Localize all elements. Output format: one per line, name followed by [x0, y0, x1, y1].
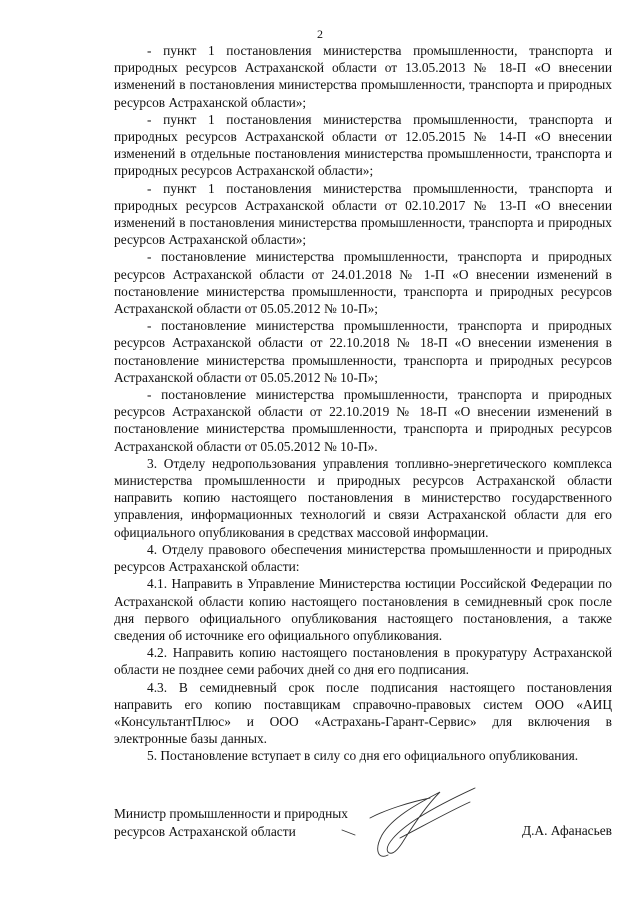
paragraph: 4.1. Направить в Управление Министерства юстиции Российской Федерации по Астраханской области копию настоящего постановления в семидневный срок после дня первого официального опубликования настоящего постановления, а также сведения об источнике его официального опубликования. [114, 576, 612, 643]
signatory-title-line: Министр промышленности и природных [114, 806, 349, 821]
paragraph: - пункт 1 постановления министерства промышленности, транспорта и природных ресурсов Астраханской области от 02.10.2017 № 13-П «О внесении изменений в постановления министерства промышленности, транспорта и природных ресурсов Астраханской области»; [114, 180, 612, 248]
paragraph: 3. Отделу недропользования управления топливно-энергетического комплекса министерства промышленности и природных ресурсов Астраханской области направить копию настоящего постановления в министерство государственного управления, информационных технологий и связи Астраханской области для его официального опубликования в средствах массовой информации. [114, 455, 612, 540]
paragraph: - постановление министерства промышленности, транспорта и природных ресурсов Астраханской области от 24.01.2018 № 1-П «О внесении изменений в постановление министерства промышленности, транспорта и природных ресурсов Астраханской области от 05.05.2012 № 10-П»; [114, 249, 612, 317]
paragraph: 4.2. Направить копию настоящего постановления в прокуратуру Астраханской области не позднее семи рабочих дней со дня его подписания. [114, 645, 612, 678]
paragraph: 4. Отделу правового обеспечения министерства промышленности и природных ресурсов Астраханской области: [114, 541, 612, 575]
signatory-title-line: ресурсов Астраханской области [114, 823, 296, 839]
paragraph: - пункт 1 постановления министерства промышленности, транспорта и природных ресурсов Астраханской области от 13.05.2013 № 18-П «О внесении изменений в постановления министерства промышленности, транспорта и природных ресурсов Астраханской области»; [114, 43, 612, 110]
signatory-title [114, 805, 414, 840]
signatory-name: Д.А. Афанасьев [521, 823, 612, 838]
paragraph: - постановление министерства промышленности, транспорта и природных ресурсов Астраханской области от 22.10.2019 № 18-П «О внесении изменений в постановление министерства промышленности, транспорта и природных ресурсов Астраханской области от 05.05.2012 № 10-П». [114, 387, 612, 454]
page-number: 2 [317, 27, 323, 41]
document-body [114, 42, 612, 765]
paragraph: 5. Постановление вступает в силу со дня его официального опубликования. [147, 748, 579, 764]
paragraph: - пункт 1 постановления министерства промышленности, транспорта и природных ресурсов Астраханской области от 12.05.2015 № 14-П «О внесении изменений в отдельные постановления министерства промышленности, транспорта и природных ресурсов Астраханской области»; [114, 111, 612, 179]
paragraph: - постановление министерства промышленности, транспорта и природных ресурсов Астраханской области от 22.10.2018 № 18-П «О внесении изменения в постановление министерства промышленности, транспорта и природных ресурсов Астраханской области от 05.05.2012 № 10-П»; [114, 318, 612, 385]
paragraph: 4.3. В семидневный срок после подписания настоящего постановления направить его копию поставщикам справочно-правовых систем ООО «АИЦ «КонсультантПлюс» и ООО «Астрахань-Гарант-Сервис» для включения в электронные базы данных. [114, 679, 612, 747]
